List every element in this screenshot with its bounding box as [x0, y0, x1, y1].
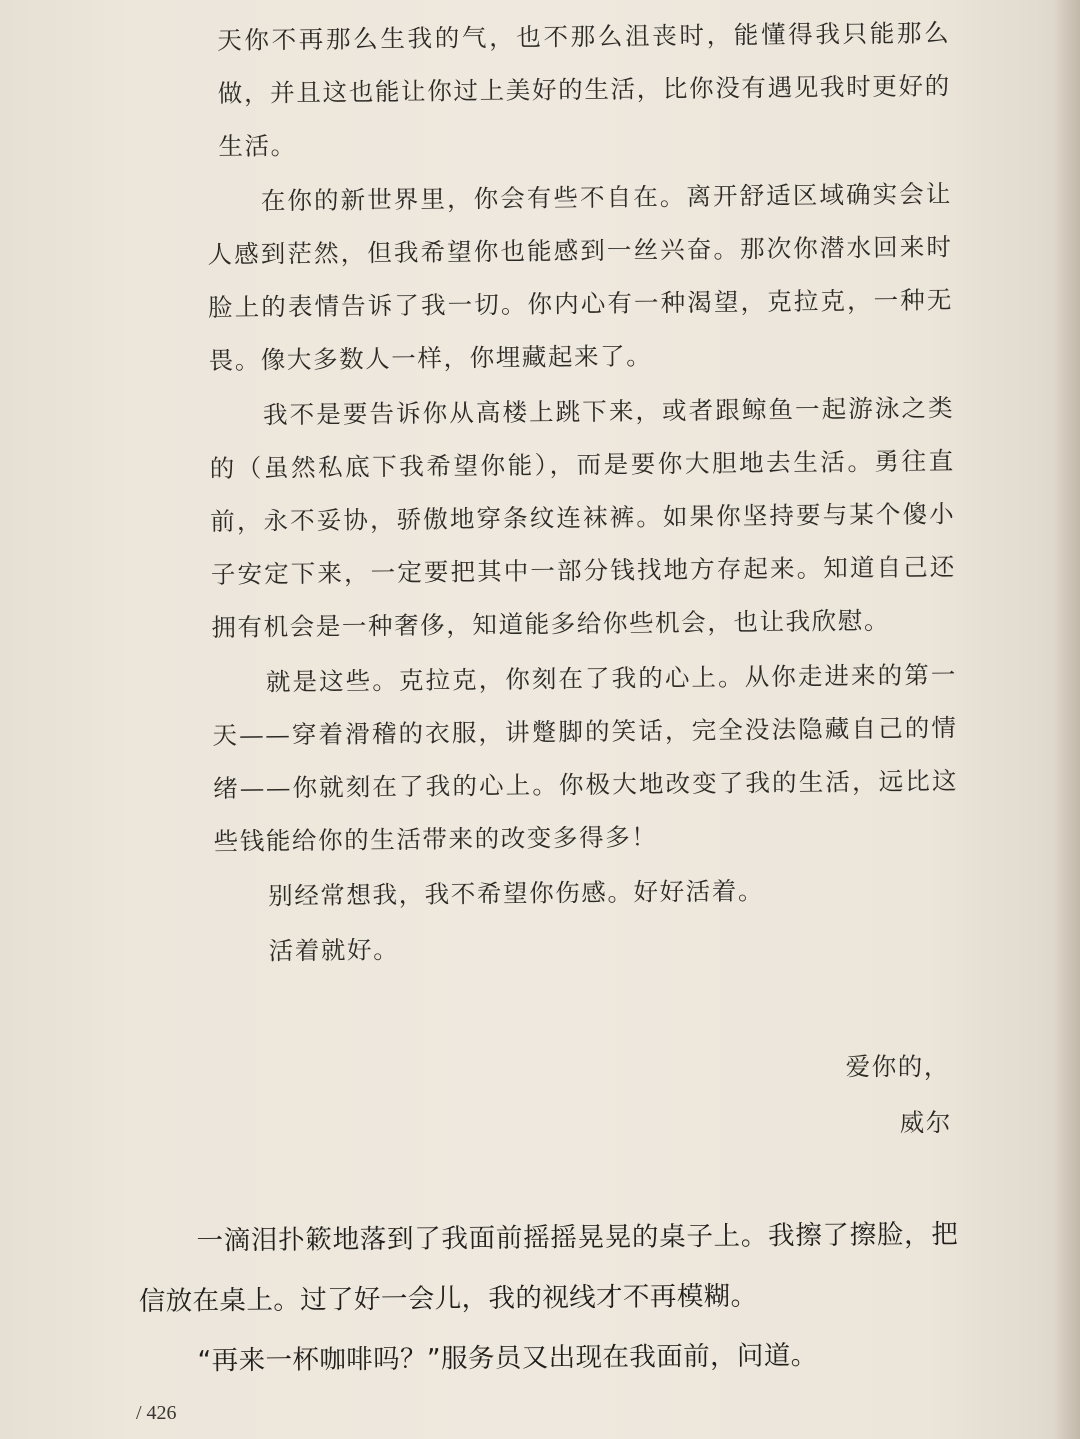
page-number: / 426: [136, 1402, 177, 1424]
letter-paragraph-2: 在你的新世界里，你会有些不自在。离开舒适区域确实会让人感到茫然，但我希望你也能感到一丝兴奋。那次你潜水回来时脸上的表情告诉了我一切。你内心有一种渴望，克拉克，一种无畏。像大多数人一样，你埋藏起来了。: [207, 179, 954, 375]
letter-paragraph-5: 别经常想我，我不希望你伤感。好好活着。: [267, 876, 765, 911]
letter-paragraph-4: 就是这些。克拉克，你刻在了我的心上。从你走进来的第一天——穿着滑稽的衣服，讲蹩脚的笑话，完全没法隐藏自己的情绪——你就刻在了我的心上。你极大地改变了我的生活，远比这些钱能给你的生活带来的改变多得多！: [212, 660, 959, 856]
letter-paragraph-6: 活着就好。: [268, 935, 400, 966]
letter-signature: 威尔: [899, 1108, 952, 1137]
letter-paragraph-3: 我不是要告诉你从高楼上跳下来，或者跟鲸鱼一起游泳之类的（虽然私底下我希望你能），而是要你大胆地去生活。勇往直前，永不妥协，骄傲地穿条纹连袜裤。如果你坚持要与某个傻小子安定下来，一定要把其中一部分钱找地方存起来。知道自己还拥有机会是一种奢侈，知道能多给你些机会，也让我欣慰。: [209, 393, 956, 642]
page-edge-shadow: [1054, 0, 1080, 1439]
letter-text: [205, 6, 960, 980]
narrative-paragraph-2: “再来一杯咖啡吗？”服务员又出现在我面前，问道。: [197, 1340, 818, 1377]
narrative-text: [138, 1205, 960, 1392]
letter-paragraph-1: 天你不再那么生我的气，也不那么沮丧时，能懂得我只能那么做，并且这也能让你过上美好的生活，比你没有遇见我时更好的生活。: [217, 18, 951, 161]
narrative-paragraph-1: 一滴泪扑簌地落到了我面前摇摇晃晃的桌子上。我擦了擦脸，把信放在桌上。过了好一会儿，我的视线才不再模糊。: [138, 1218, 959, 1317]
letter-closing: 爱你的，: [845, 1052, 950, 1081]
